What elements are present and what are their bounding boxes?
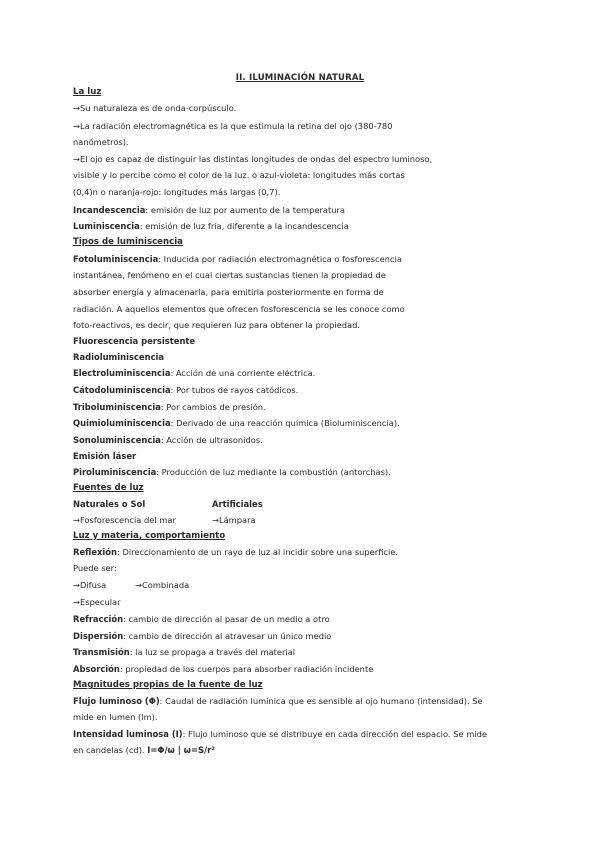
term: Flujo luminoso (Φ) [73, 696, 160, 706]
definition: : Producción de luz mediante la combustión (antorchas). [156, 467, 391, 477]
term: Refracción [73, 614, 124, 624]
definition-fotoluminiscencia [73, 254, 533, 265]
definition: : Por tubos de rayos catódicos. [170, 385, 299, 395]
definition: : cambio de dirección al pasar de un medio a otro [123, 614, 330, 624]
col-naturales-title: Naturales o Sol [73, 499, 146, 509]
text-line: foto-reactivos, es decir, que requieren luz para obtener la propiedad. [73, 320, 361, 330]
definition: : Acción de ultrasonidos. [160, 435, 263, 445]
definition: : propiedad de los cuerpos para absorber radiación incidente [119, 664, 374, 674]
definition-absorcion [73, 664, 533, 675]
page-title: II. ILUMINACIÓN NATURAL [235, 73, 365, 83]
type-difusa: →Difusa [73, 580, 107, 590]
text-line: mide en lumen (lm). [73, 712, 158, 722]
term: Sonoluminiscencia [73, 435, 161, 445]
text-line: absorber energía y almacenarla, para emitirla posteriormente en forma de [73, 287, 384, 297]
term: Piroluminiscencia [73, 467, 157, 477]
definition-transmision [73, 647, 533, 658]
term: Transmisión [73, 647, 130, 657]
definition: : Flujo luminoso que se distribuye en cada dirección del espacio. Se mide [182, 729, 487, 739]
col-naturales-item: →Fosforescencia del mar [73, 515, 176, 525]
definition-intensidad [73, 729, 533, 740]
definition-luminiscencia [73, 221, 533, 232]
text-line: instantánea, fenómeno en el cual ciertas sustancias tienen la propiedad de [73, 270, 386, 280]
definition: : la luz se propaga a través del material [129, 647, 296, 657]
term-radioluminiscencia: Radioluminiscencia [73, 352, 165, 362]
term: Incandescencia [73, 205, 146, 215]
definition: : Inducida por radiación electromagnética o fosforescencia [158, 254, 402, 264]
col-artificiales-item: →Lámpara [212, 515, 256, 525]
type-especular: →Especular [73, 597, 121, 607]
intensidad-line-2 [73, 745, 533, 756]
section-heading-tipos: Tipos de luminiscencia [73, 237, 183, 247]
term: Fotoluminiscencia [73, 254, 159, 264]
term: Triboluminiscencia [73, 402, 161, 412]
definition-incandescencia [73, 205, 533, 216]
text-line: →Su naturaleza es de onda-corpúsculo. [73, 103, 237, 113]
definition-piroluminiscencia [73, 467, 533, 478]
term: Cátodoluminiscencia [73, 385, 171, 395]
definition: : Caudal de radiación lumínica que es sensible al ojo humano (intensidad). Se [159, 696, 483, 706]
term-fluorescencia: Fluorescencia persistente [73, 336, 196, 346]
definition-refraccion [73, 614, 533, 625]
formula: I=Φ/ω | ω=S/r² [147, 745, 215, 755]
definition: : emisión de luz por aumento de la temperatura [145, 205, 346, 215]
section-heading-fuentes: Fuentes de luz [73, 483, 144, 493]
definition-sonoluminiscencia [73, 435, 533, 446]
col-artificiales-title: Artificiales [212, 499, 263, 509]
definition-dispersion [73, 631, 533, 642]
text-line: nanómetros). [73, 137, 129, 147]
definition-flujo [73, 696, 533, 707]
section-heading-materia: Luz y materia, comportamiento [73, 531, 226, 541]
term: Electroluminiscencia [73, 368, 171, 378]
text-line: →El ojo es capaz de distinguir las distintas longitudes de ondas del espectro luminoso, [73, 154, 433, 164]
definition: : Direccionamiento de un rayo de luz al incidir sobre una superficie. [117, 547, 399, 557]
definition-triboluminiscencia [73, 402, 533, 413]
text-line: →La radiación electromagnética es la que estimula la retina del ojo (380-780 [73, 121, 393, 131]
text-line: radiación. A aquellos elementos que ofrecen fosforescencia se les conoce como [73, 304, 405, 314]
type-combinada: →Combinada [135, 580, 190, 590]
definition-reflexion [73, 547, 533, 558]
section-heading-luz: La luz [73, 87, 102, 97]
definition: : Acción de una corriente eléctrica. [170, 368, 316, 378]
definition: en candelas (cd). [73, 745, 148, 755]
term: Reflexión [73, 547, 118, 557]
definition-quimioluminiscencia [73, 418, 533, 429]
fuentes-row-titles [73, 499, 533, 510]
fuentes-row-items [73, 515, 533, 526]
reflexion-types [73, 580, 533, 591]
definition: : emisión de luz fría, diferente a la incandescencia [139, 221, 349, 231]
term: Luminiscencia [73, 221, 140, 231]
section-heading-magnitudes: Magnitudes propias de la fuente de luz [73, 680, 263, 690]
term: Dispersión [73, 631, 124, 641]
definition: : Por cambios de presión. [160, 402, 266, 412]
definition: : cambio de dirección al atravesar un único medio [123, 631, 332, 641]
term: Quimioluminiscencia [73, 418, 171, 428]
term: Absorción [73, 664, 120, 674]
text-line: Puede ser: [73, 563, 117, 573]
definition-electroluminiscencia [73, 368, 533, 379]
term-emision-laser: Emisión láser [73, 451, 137, 461]
term: Intensidad luminosa (I) [73, 729, 183, 739]
text-line: visible y lo percibe como el color de la luz. o azul-violeta: longitudes más cortas [73, 170, 405, 180]
definition-catodoluminiscencia [73, 385, 533, 396]
text-line: (0,4)n o naranja-rojo: longitudes más largas (0,7). [73, 187, 281, 197]
definition: : Derivado de una reacción química (Bioluminiscencia). [170, 418, 400, 428]
